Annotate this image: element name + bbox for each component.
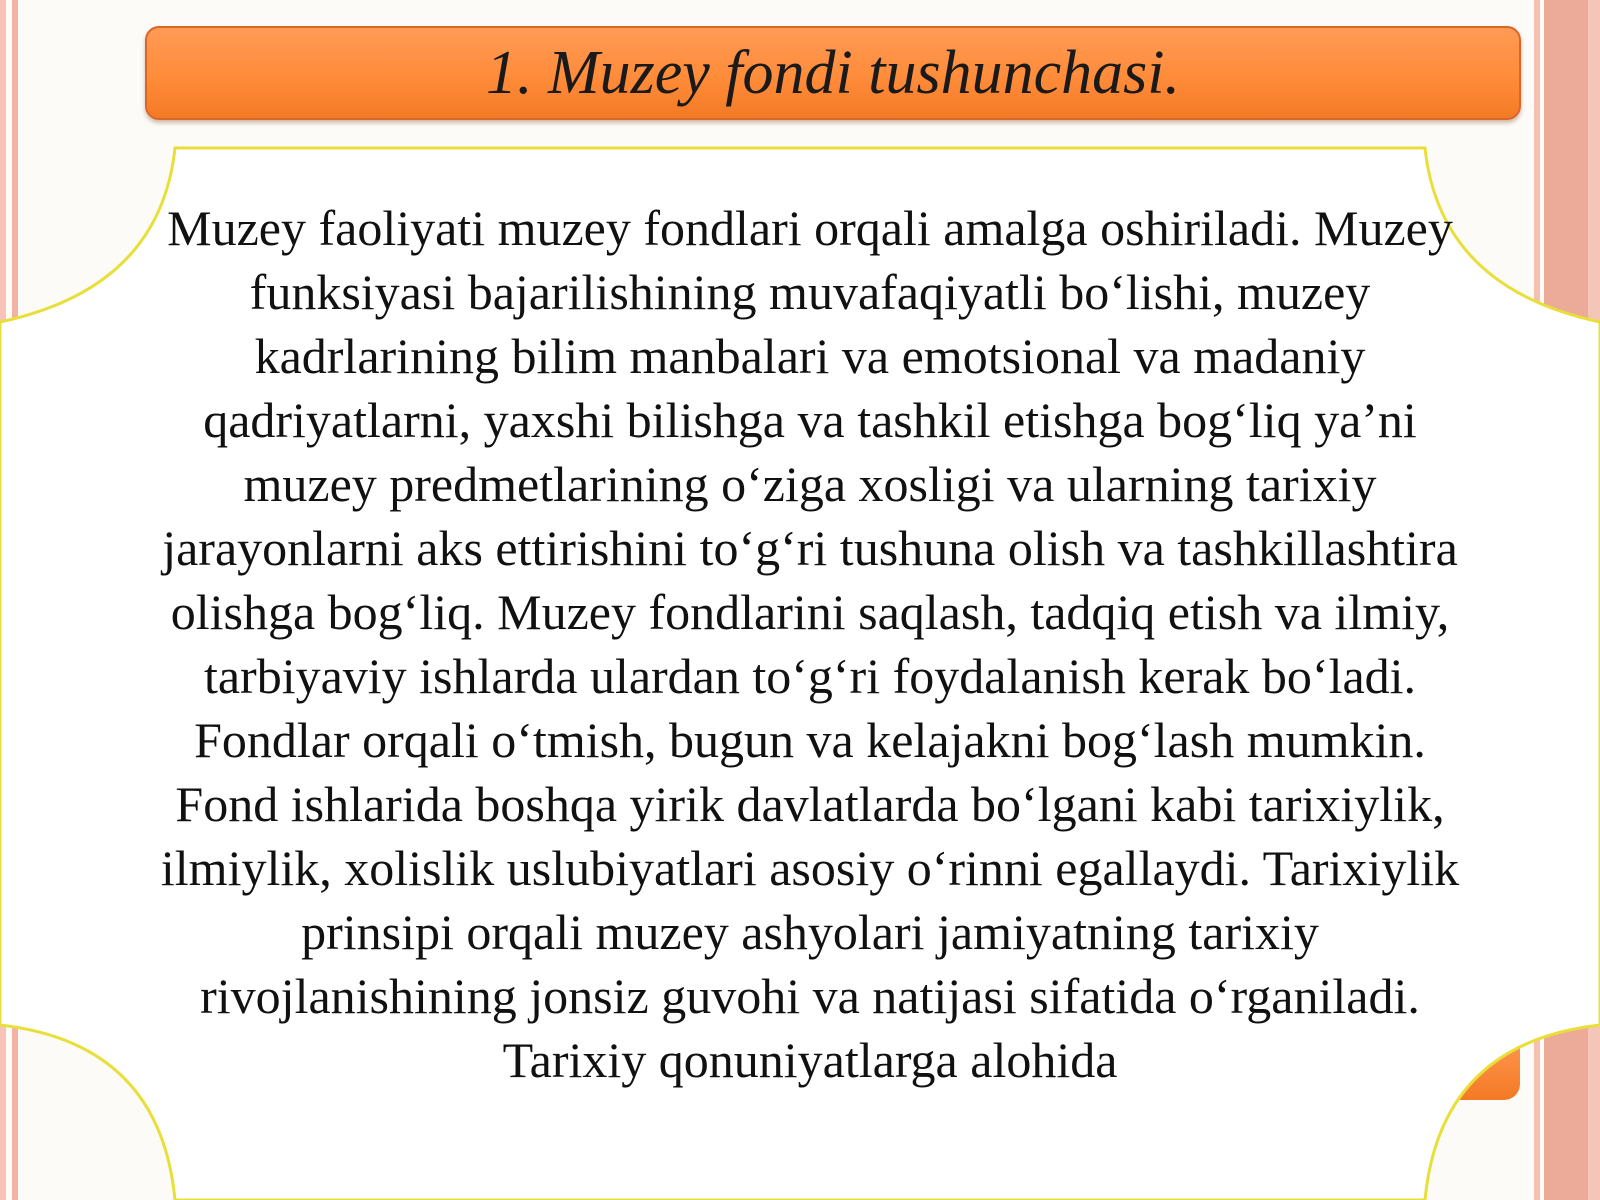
slide-title: 1. Muzey fondi tushunchasi.	[486, 38, 1180, 107]
slide-body-text: Muzey faoliyati muzey fondlari orqali amalga oshiriladi. Muzey funksiyasi bajarilishining muvafaqiyatli bo‘lishi, muzey kadrlarining bilim manbalari va emotsional va madaniy qadriyatlarni, yaxshi bilishga va tashkil etishga bog‘liq ya’ni muzey predmetlarining o‘ziga xosligi va ularning tarixiy jarayonlarni aks ettirishini to‘g‘ri tushuna olish va tashkillashtira olishga bog‘liq. Muzey fondlarini saqlash, tadqiq etish va ilmiy, tarbiyaviy ishlarda ulardan to‘g‘ri foydalanish kerak bo‘ladi. Fondlar orqali o‘tmish, bugun va kelajakni bog‘lash mumkin. Fond ishlarida boshqa yirik davlatlarda bo‘lgani kabi tarixiylik, ilmiylik, xolislik uslubiyatlari asosiy o‘rinni egallaydi. Tarixiylik prinsipi orqali muzey ashyolari jamiyatning tarixiy rivojlanishining jonsiz guvohi va natijasi sifatida o‘rganiladi. Tarixiy qonuniyatlarga alohida	[160, 200, 1460, 1088]
